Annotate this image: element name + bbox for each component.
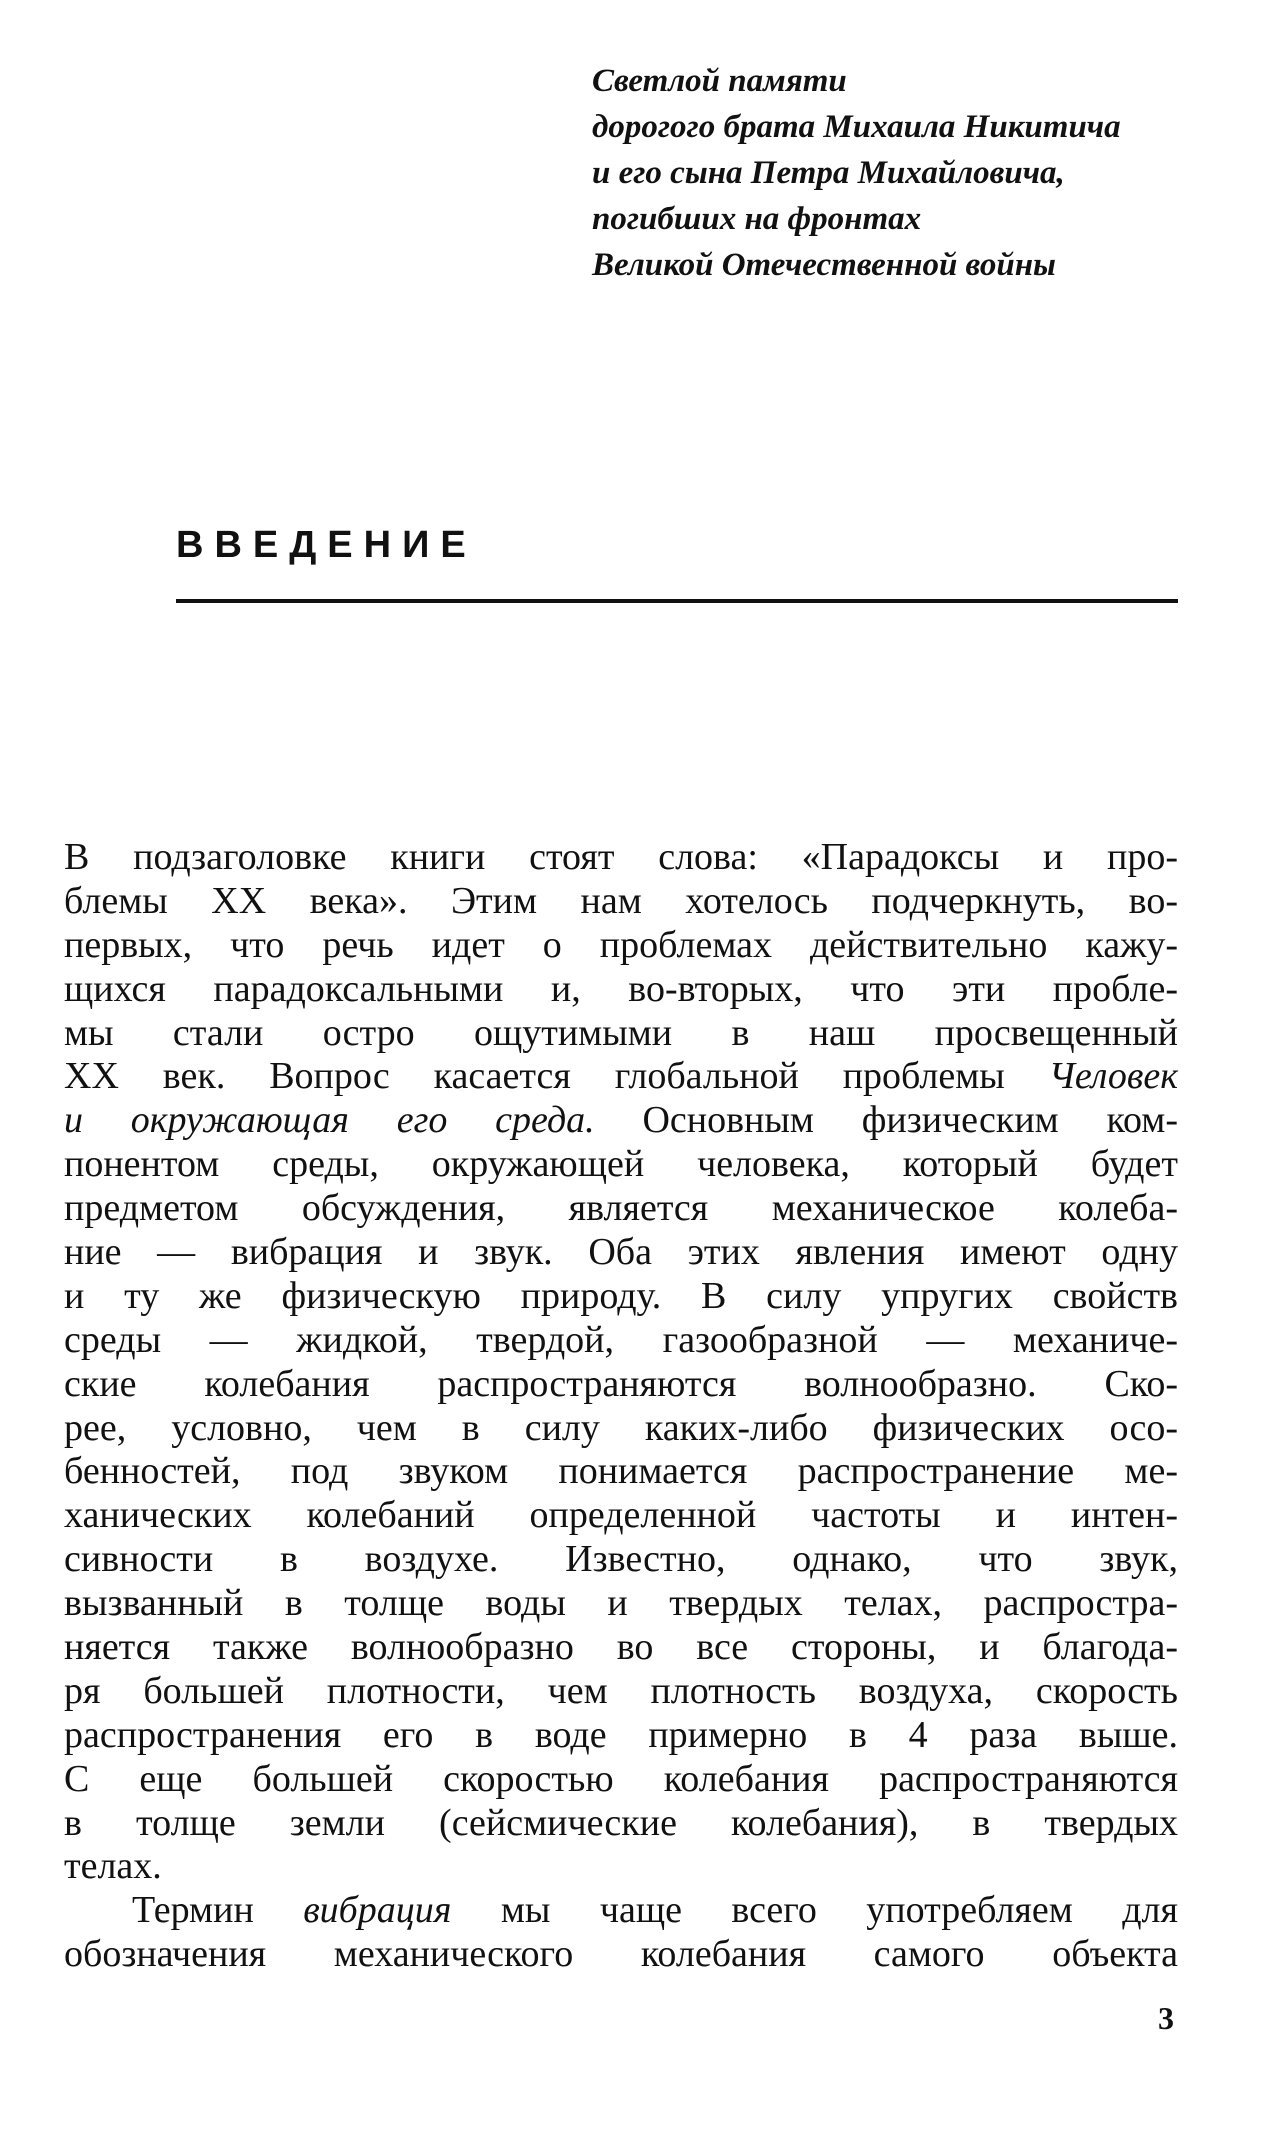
text-line: среды — жидкой, твердой, газообразной — механиче- [64,1318,1178,1361]
text-line: сивности в воздухе. Известно, однако, что звук, [64,1538,1178,1581]
text-line: В подзаголовке книги стоят слова: «Парадоксы и про- [64,836,1178,878]
text-line: ханических колебаний определенной частоты и интен- [64,1494,1178,1537]
text-line: в толще земли (сейсмические колебания), в твердых [64,1801,1178,1844]
text-line: няется также волнообразно во все стороны, и благода- [64,1626,1178,1669]
italic-term: вибрация [303,1889,452,1932]
text-line: ние — вибрация и звук. Оба этих явления имеют одну [64,1231,1178,1274]
chapter-heading: ВВЕДЕНИЕ [176,524,477,566]
heading-rule [176,599,1178,603]
text-line: предметом обсуждения, является механическое колеба- [64,1187,1178,1230]
dedication-line: Светлой памяти [592,63,847,99]
page-number: 3 [1158,2000,1174,2036]
text-line: рее, условно, чем в силу каких-либо физических осо- [64,1406,1178,1449]
dedication-line: погибших на фронтах [592,201,922,237]
text-line: С еще большей скоростью колебания распространяются [64,1757,1178,1800]
text-line [64,1889,1178,1933]
text-line [64,1055,1178,1099]
text-line: телах. [64,1845,162,1888]
text-line: вызванный в толще воды и твердых телах, распростра- [64,1582,1178,1625]
dedication-line: и его сына Петра Михайловича, [592,155,1065,191]
dedication-line: дорогого брата Михаила Никитича [592,109,1121,145]
text-run: XX век. Вопрос касается глобальной проблемы [64,1055,1049,1098]
text-line: обозначения механического колебания самого объекта [64,1933,1178,1976]
text-line: ря большей плотности, чем плотность воздуха, скорость [64,1669,1178,1712]
italic-term: Человек [1048,1055,1178,1098]
text-line: и ту же физическую природу. В силу упругих свойств [64,1274,1178,1317]
text-line: распространения его в воде примерно в 4 раза выше. [64,1713,1178,1756]
text-line: бенностей, под звуком понимается распространение ме- [64,1450,1178,1493]
text-line: понентом среды, окружающей человека, который будет [64,1143,1178,1186]
text-line: первых, что речь идет о проблемах действительно кажу- [64,923,1178,966]
italic-term: и окружающая его среда. [64,1099,595,1142]
text-run: мы чаще всего употребляем для [451,1889,1179,1932]
text-line: щихся парадоксальными и, во-вторых, что эти пробле- [64,967,1178,1010]
text-line: мы стали остро ощутимыми в наш просвещенный [64,1011,1178,1054]
dedication [592,58,1232,288]
text-run: Основным физическим ком- [594,1099,1178,1142]
text-line: блемы XX века». Этим нам хотелось подчеркнуть, во- [64,879,1178,922]
text-line [64,1099,1178,1143]
dedication-line: Великой Отечественной войны [592,247,1056,283]
body-text [64,836,1178,1977]
text-run: Термин [132,1889,304,1932]
text-line: ские колебания распространяются волнообразно. Ско- [64,1362,1178,1405]
